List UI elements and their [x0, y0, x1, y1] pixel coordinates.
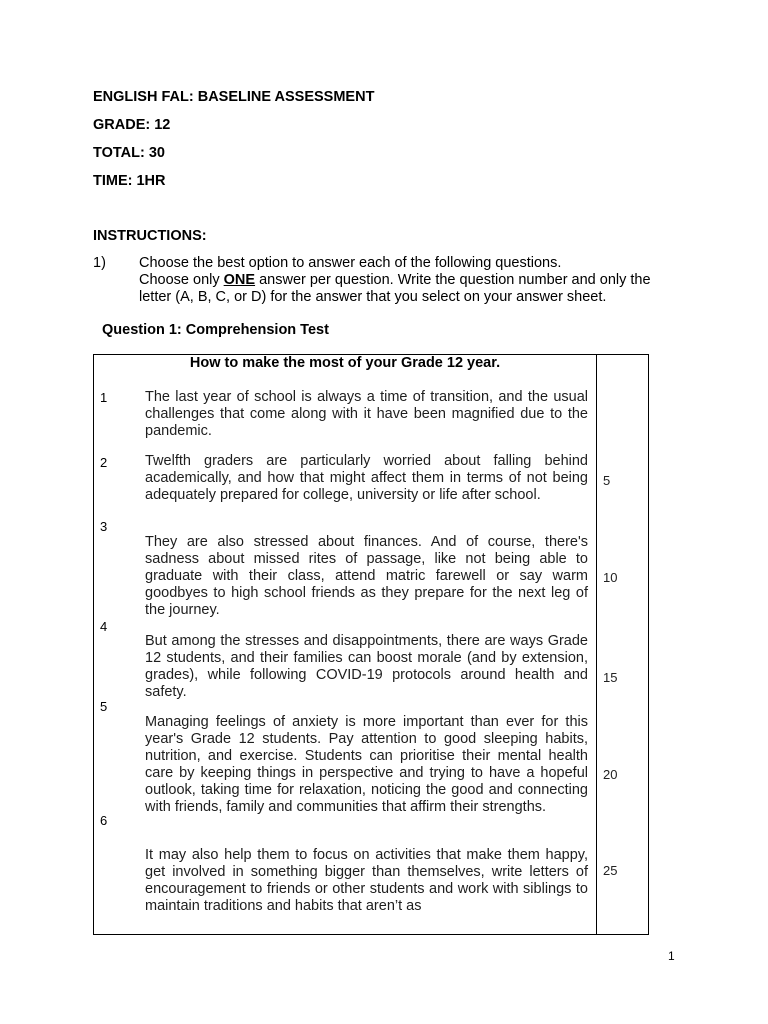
paragraph-number: 4: [100, 619, 108, 634]
instruction-emphasis: ONE: [223, 272, 256, 288]
instruction-line-a: Choose the best option to answer each of the following questions.: [139, 255, 562, 271]
total-label: TOTAL: 30: [93, 145, 165, 161]
line-number: 20: [603, 767, 618, 782]
instruction-line-b-post: answer per question. Write the question number and only the letter (A, B, C, or D) for the answer that you select on your answer sheet.: [139, 272, 651, 305]
paragraph-number: 5: [100, 699, 108, 714]
instruction-text: [139, 255, 679, 306]
paragraph-number: 2: [100, 455, 108, 470]
time-label: TIME: 1HR: [93, 173, 166, 189]
page-number: 1: [668, 949, 675, 963]
paragraph-text: The last year of school is always a time of transition, and the usual challenges that come along with it have been magnified due to the pandemic.: [145, 389, 588, 439]
question-title: Question 1: Comprehension Test: [102, 322, 329, 338]
paragraph-number: 6: [100, 813, 108, 828]
instructions-heading: INSTRUCTIONS:: [93, 228, 207, 244]
paragraph-number: 1: [100, 390, 108, 405]
line-number-divider: [596, 354, 597, 935]
paragraph-text: Managing feelings of anxiety is more important than ever for this year's Grade 12 students. Pay attention to good sleeping habits, nutrition, and exercise. Students can prioritise their mental health care by keeping things in perspective and trying to have a hopeful outlook, taking time for relaxation, noticing the good and connecting with friends, family and communities that affirm their strengths.: [145, 714, 588, 815]
line-number: 15: [603, 670, 618, 685]
line-number: 25: [603, 863, 618, 878]
line-number: 10: [603, 570, 618, 585]
instruction-number: 1): [93, 255, 106, 271]
grade-label: GRADE: 12: [93, 117, 171, 133]
passage-title: How to make the most of your Grade 12 year.: [189, 355, 501, 371]
paragraph-text: But among the stresses and disappointments, there are ways Grade 12 students, and their families can boost morale (and by extension, grades), while following COVID-19 protocols around health and safety.: [145, 633, 588, 700]
paragraph-text: It may also help them to focus on activities that make them happy, get involved in something bigger than themselves, write letters of encouragement to friends or other students and work with siblings to maintain traditions and habits that aren’t as: [145, 847, 588, 914]
paragraph-text: Twelfth graders are particularly worried about falling behind academically, and how that might affect them in terms of not being adequately prepared for college, university or life after school.: [145, 453, 588, 503]
paragraph-text: They are also stressed about finances. And of course, there's sadness about missed rites of passage, like not being able to graduate with their class, attend matric farewell or say warm goodbyes to high school friends as they prepare for the next leg of the journey.: [145, 534, 588, 618]
document-title: ENGLISH FAL: BASELINE ASSESSMENT: [93, 89, 375, 105]
line-number: 5: [603, 473, 611, 488]
instruction-line-b-pre: Choose only: [139, 272, 224, 288]
paragraph-number: 3: [100, 519, 108, 534]
